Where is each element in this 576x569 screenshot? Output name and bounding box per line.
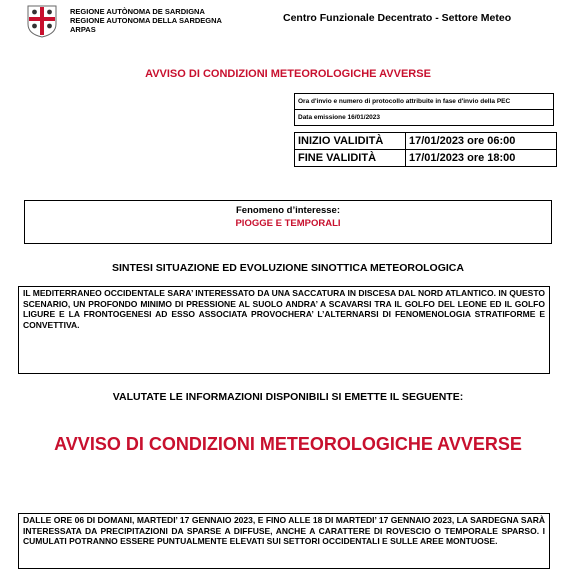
- synopsis-text: IL MEDITERRANEO OCCIDENTALE SARA’ INTERESSATO DA UNA SACCATURA IN DISCESA DAL NORD ATLANTICO. IN QUESTO SCENARIO, UN PROFONDO MINIMO DI PRESSIONE AL SUOLO ANDRA’ A SCAVARSI TRA IL GOLFO DEL LEONE ED IL GOLFO LIGURE E LA FRONTOGENESI AD ESSO ASSOCIATA PROVOCHERA’ L’ALTERNARSI DI FENOMENOLOGIA STRATIFORME E CONVETTIVA.: [18, 286, 550, 374]
- validity-table: [294, 132, 557, 167]
- validity-start-value: 17/01/2023 ore 06:00: [406, 133, 557, 150]
- validity-end-row: [295, 150, 557, 167]
- org-title: Centro Funzionale Decentrato - Settore Meteo: [283, 12, 512, 24]
- validity-start-row: [295, 133, 557, 150]
- phenomenon-box: [24, 200, 552, 244]
- validity-end-value: 17/01/2023 ore 18:00: [406, 150, 557, 167]
- validity-end-label: FINE VALIDITÀ: [295, 150, 406, 167]
- protocol-box: [294, 93, 554, 126]
- alert-title: AVVISO DI CONDIZIONI METEOROLOGICHE AVVERSE: [54, 434, 522, 454]
- validity-start-label: INIZIO VALIDITÀ: [295, 133, 406, 150]
- region-coat-of-arms-logo: [26, 4, 58, 38]
- phenomenon-value: PIOGGE E TEMPORALI: [235, 218, 341, 229]
- synopsis-title: SINTESI SITUAZIONE ED EVOLUZIONE SINOTTICA METEOROLOGICA: [112, 262, 464, 274]
- protocol-note: Ora d'invio e numero di protocollo attribuite in fase d'invio della PEC: [298, 98, 511, 105]
- header-region-sardinian: REGIONE AUTÒNOMA DE SARDIGNA: [70, 7, 205, 16]
- header-agency: ARPAS: [70, 25, 96, 34]
- phenomenon-label: Fenomeno d’interesse:: [236, 205, 340, 216]
- statement-text: VALUTATE LE INFORMAZIONI DISPONIBILI SI EMETTE IL SEGUENTE:: [112, 391, 464, 403]
- alert-details-text: DALLE ORE 06 DI DOMANI, MARTEDI’ 17 GENNAIO 2023, E FINO ALLE 18 DI MARTEDI’ 17 GENNAIO 2023, LA SARDEGNA SARÀ INTERESSATA DA PRECIPITAZIONI DA SPARSE A DIFFUSE, ANCHE A CARATTERE DI ROVESCIO O TEMPORALE SPARSO. I CUMULATI POTRANNO ESSERE PUNTUALMENTE ELEVATI SUI SETTORI OCCIDENTALI E SULLE AREE MONTUOSE.: [18, 513, 550, 569]
- emission-date: Data emissione 16/01/2023: [295, 109, 553, 125]
- document-title: AVVISO DI CONDIZIONI METEOROLOGICHE AVVERSE: [145, 68, 431, 80]
- header-region-italian: REGIONE AUTONOMA DELLA SARDEGNA: [70, 16, 222, 25]
